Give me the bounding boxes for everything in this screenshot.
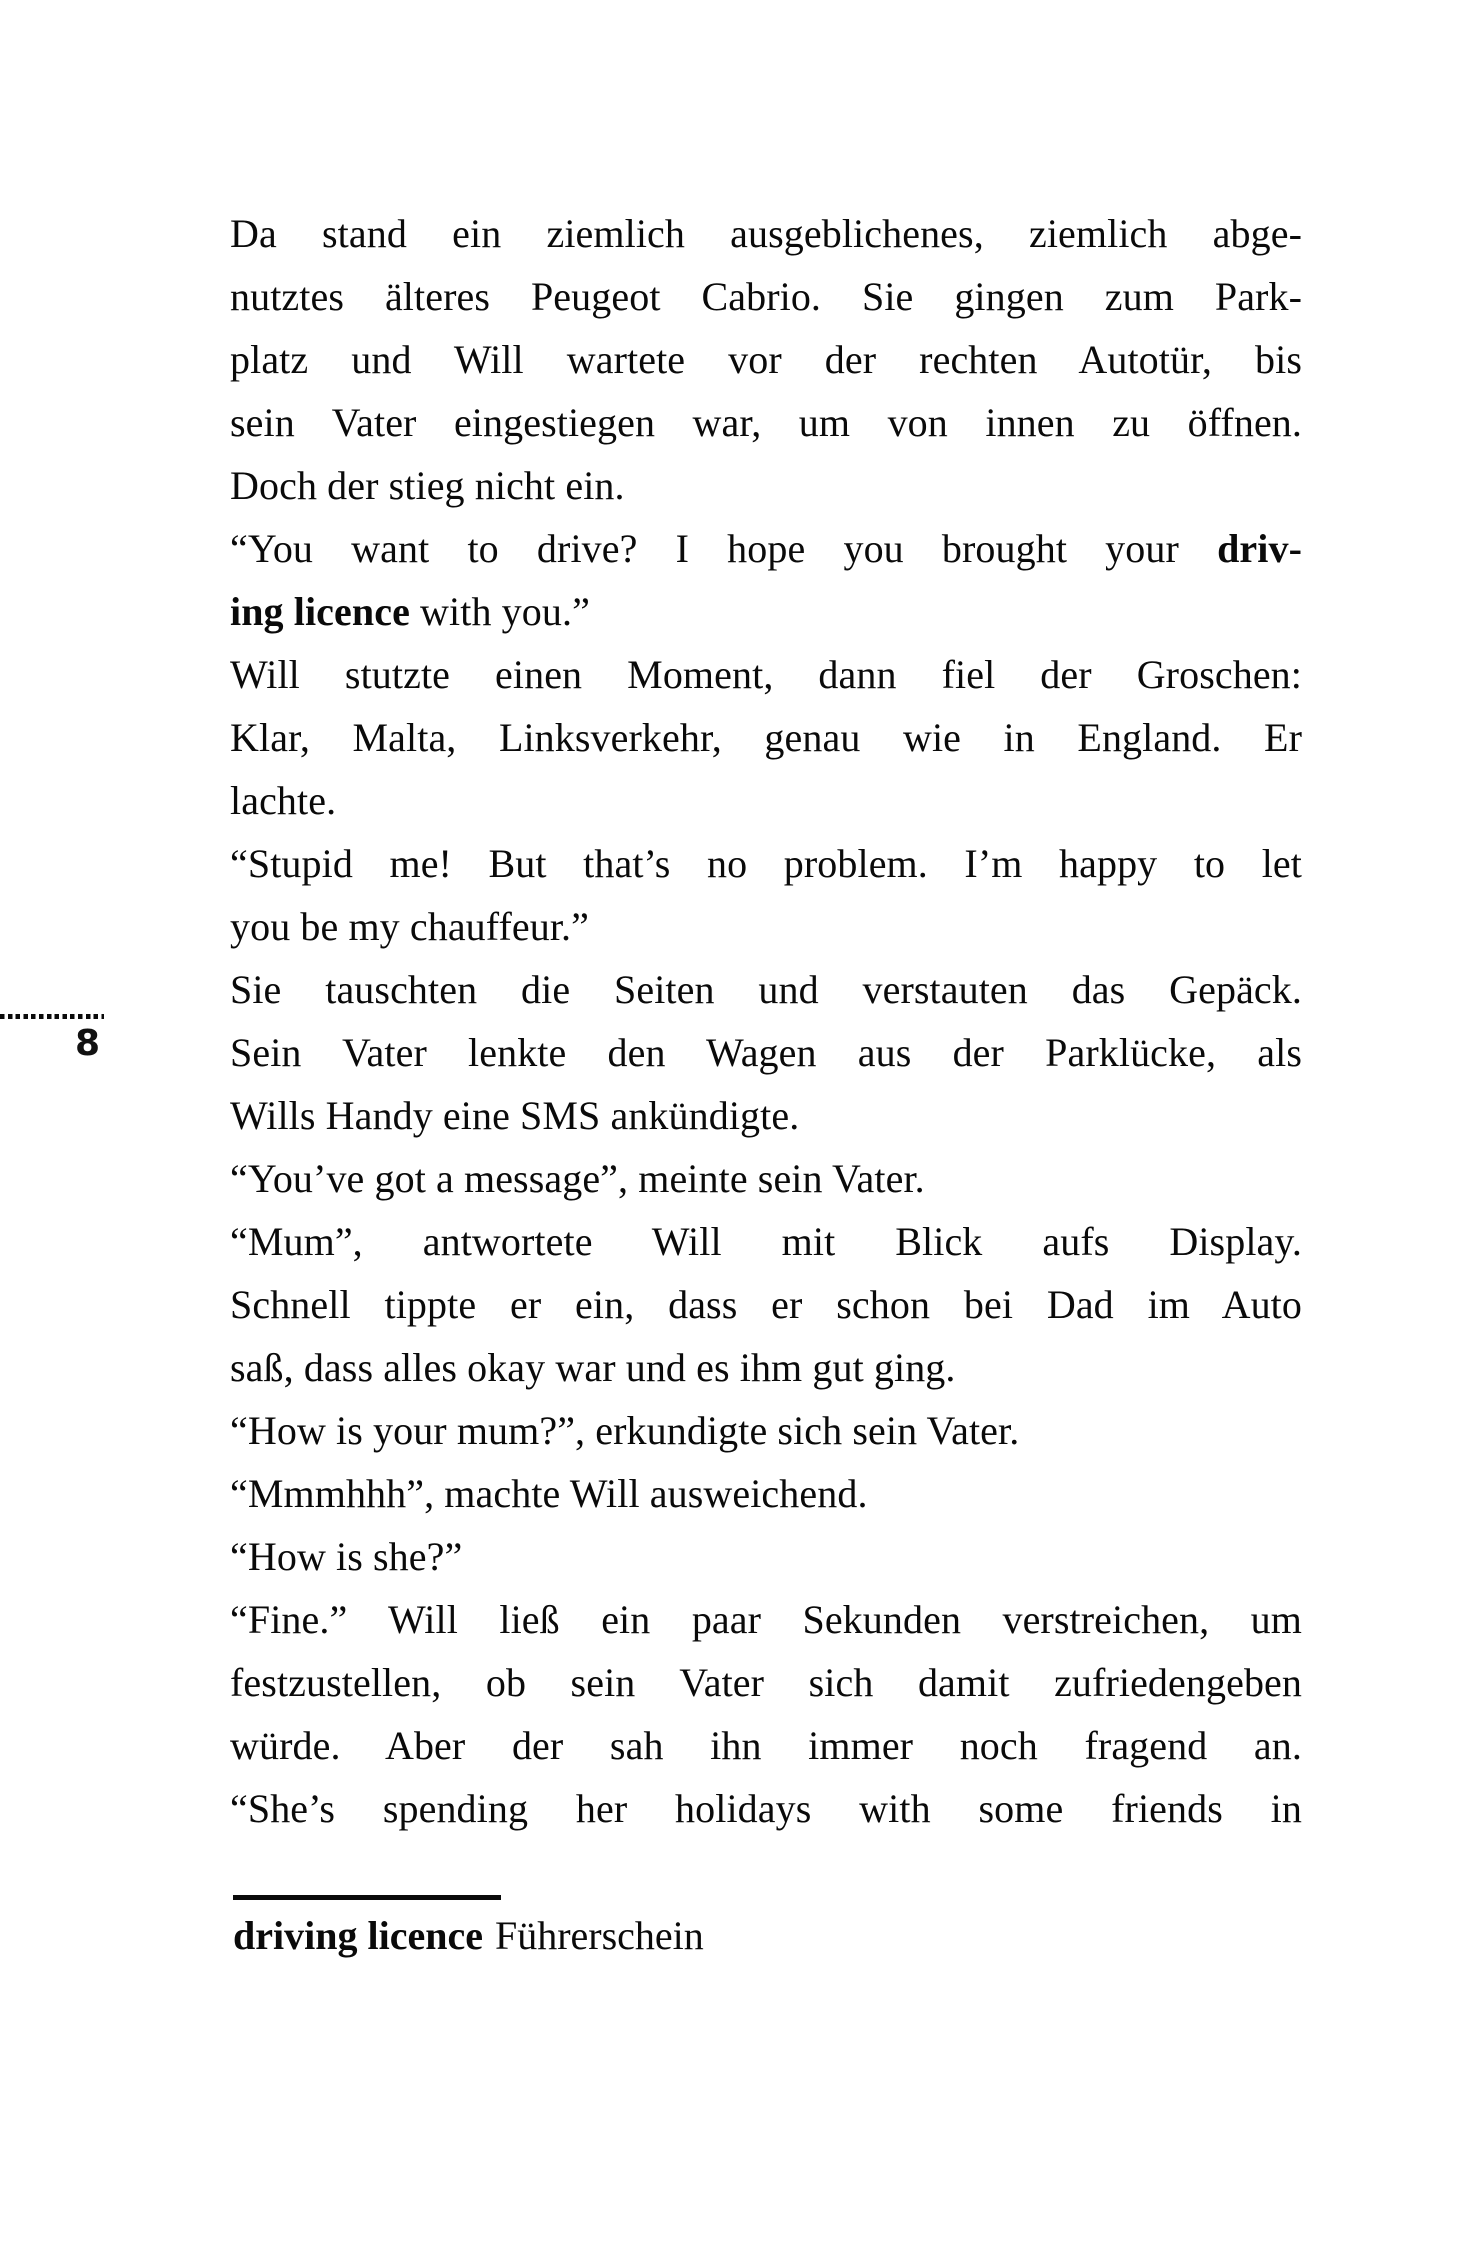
vocab-term-bold: ing licence [230,589,410,634]
text-line: Doch der stieg nicht ein. [230,463,625,508]
text-line: festzustellen, ob sein Vater sich damit zufriedengeben [230,1660,1302,1705]
vocab-term-bold: driv- [1217,526,1302,571]
footnote-rule [233,1895,501,1900]
text-line: platz und Will wartete vor der rechten Autotür, bis [230,337,1302,382]
text-line: Sein Vater lenkte den Wagen aus der Parklücke, als [230,1030,1302,1075]
text-line: sein Vater eingestiegen war, um von innen zu öffnen. [230,400,1302,445]
footnote-term: driving licence [233,1913,483,1958]
text-line: “Fine.” Will ließ ein paar Sekunden verstreichen, um [230,1597,1302,1642]
text-line: nutztes älteres Peugeot Cabrio. Sie gingen zum Park- [230,274,1302,319]
text-line: Schnell tippte er ein, dass er schon bei Dad im Auto [230,1282,1302,1327]
text-line: Da stand ein ziemlich ausgeblichenes, ziemlich abge- [230,211,1302,256]
dotted-leader [0,1014,104,1019]
text-line: “You’ve got a message”, meinte sein Vater. [230,1156,925,1201]
text-line: Sie tauschten die Seiten und verstauten das Gepäck. [230,967,1302,1012]
text-line: Klar, Malta, Linksverkehr, genau wie in England. Er [230,715,1302,760]
text-line [230,580,1302,643]
page-number-marker [0,1014,104,1063]
footnote [233,1912,704,1960]
text-line [230,517,1302,580]
text-line: “How is she?” [230,1534,463,1579]
text-line: “She’s spending her holidays with some friends in [230,1786,1302,1831]
text-line: “How is your mum?”, erkundigte sich sein Vater. [230,1408,1020,1453]
text-line: “Mum”, antwortete Will mit Blick aufs Display. [230,1219,1302,1264]
text-line: Will stutzte einen Moment, dann fiel der Groschen: [230,652,1302,697]
body-text [230,202,1302,1840]
page-number: 8 [74,1023,100,1064]
text-line: würde. Aber der sah ihn immer noch fragend an. [230,1723,1302,1768]
text-line: Wills Handy eine SMS ankündigte. [230,1093,800,1138]
text-line: “Stupid me! But that’s no problem. I’m happy to let [230,841,1302,886]
text-segment: with you.” [409,589,590,634]
text-line: lachte. [230,778,337,823]
text-line: saß, dass alles okay war und es ihm gut ging. [230,1345,956,1390]
text-line: you be my chauffeur.” [230,904,590,949]
footnote-definition: Führerschein [494,1913,704,1958]
text-segment: “You want to drive? I hope you brought your [230,526,1218,571]
text-line: “Mmmhhh”, machte Will ausweichend. [230,1471,868,1516]
